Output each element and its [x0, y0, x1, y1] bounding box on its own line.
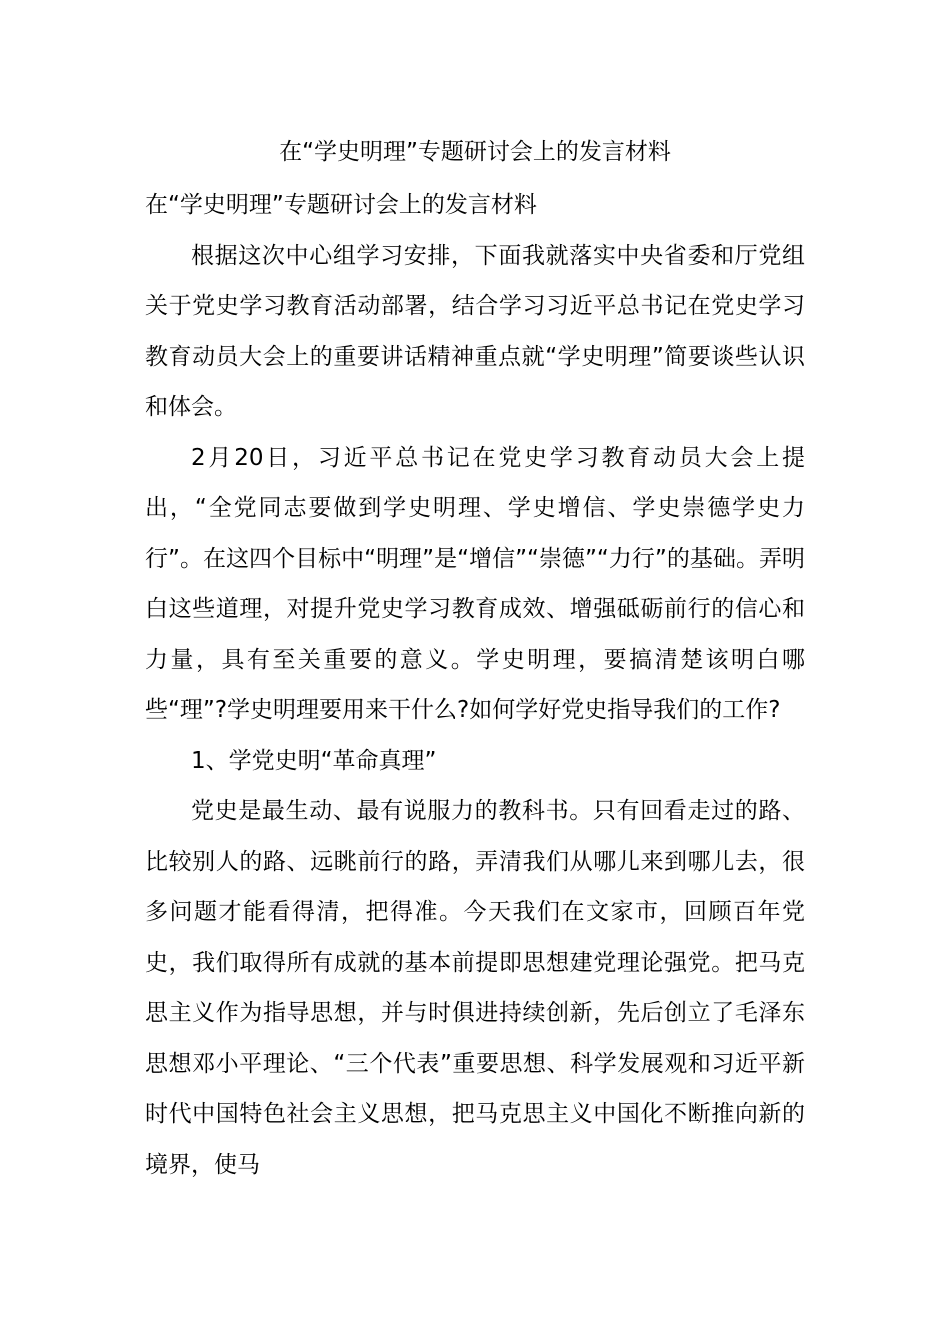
paragraph-intro: 根据这次中心组学习安排，下面我就落实中央省委和厅党组关于党史学习教育活动部署，结合学习习近平总书记在党史学习教育动员大会上的重要讲话精神重点就“学史明理”简要谈些认识和体会。: [145, 242, 805, 420]
paragraph-subtitle: 在“学史明理”专题研讨会上的发言材料: [145, 192, 537, 218]
document-title: 在“学史明理”专题研讨会上的发言材料: [279, 139, 671, 165]
paragraph-feb20: 2月20日，习近平总书记在党史学习教育动员大会上提出，“全党同志要做到学史明理、学史增信、学史崇德学史力行”。在这四个目标中“明理”是“增信”“崇德”“力行”的基础。弄明白这些道理，对提升党史学习教育成效、增强砥砺前行的信心和力量，具有至关重要的意义。学史明理，要搞清楚该明白哪些“理”?学史明理要用来干什么?如何学好党史指导我们的工作?: [145, 444, 805, 723]
section-heading-1: 1、学党史明“革命真理”: [191, 747, 437, 774]
document-body: [145, 180, 805, 1190]
paragraph-section-1-body: 党史是最生动、最有说服力的教科书。只有回看走过的路、比较别人的路、远眺前行的路，弄清我们从哪儿来到哪儿去，很多问题才能看得清，把得准。今天我们在文家市，回顾百年党史，我们取得所有成就的基本前提即思想建党理论强党。把马克思主义作为指导思想，并与时俱进持续创新，先后创立了毛泽东思想邓小平理论、“三个代表”重要思想、科学发展观和习近平新时代中国特色社会主义思想，把马克思主义中国化不断推向新的境界，使马: [145, 798, 805, 1178]
